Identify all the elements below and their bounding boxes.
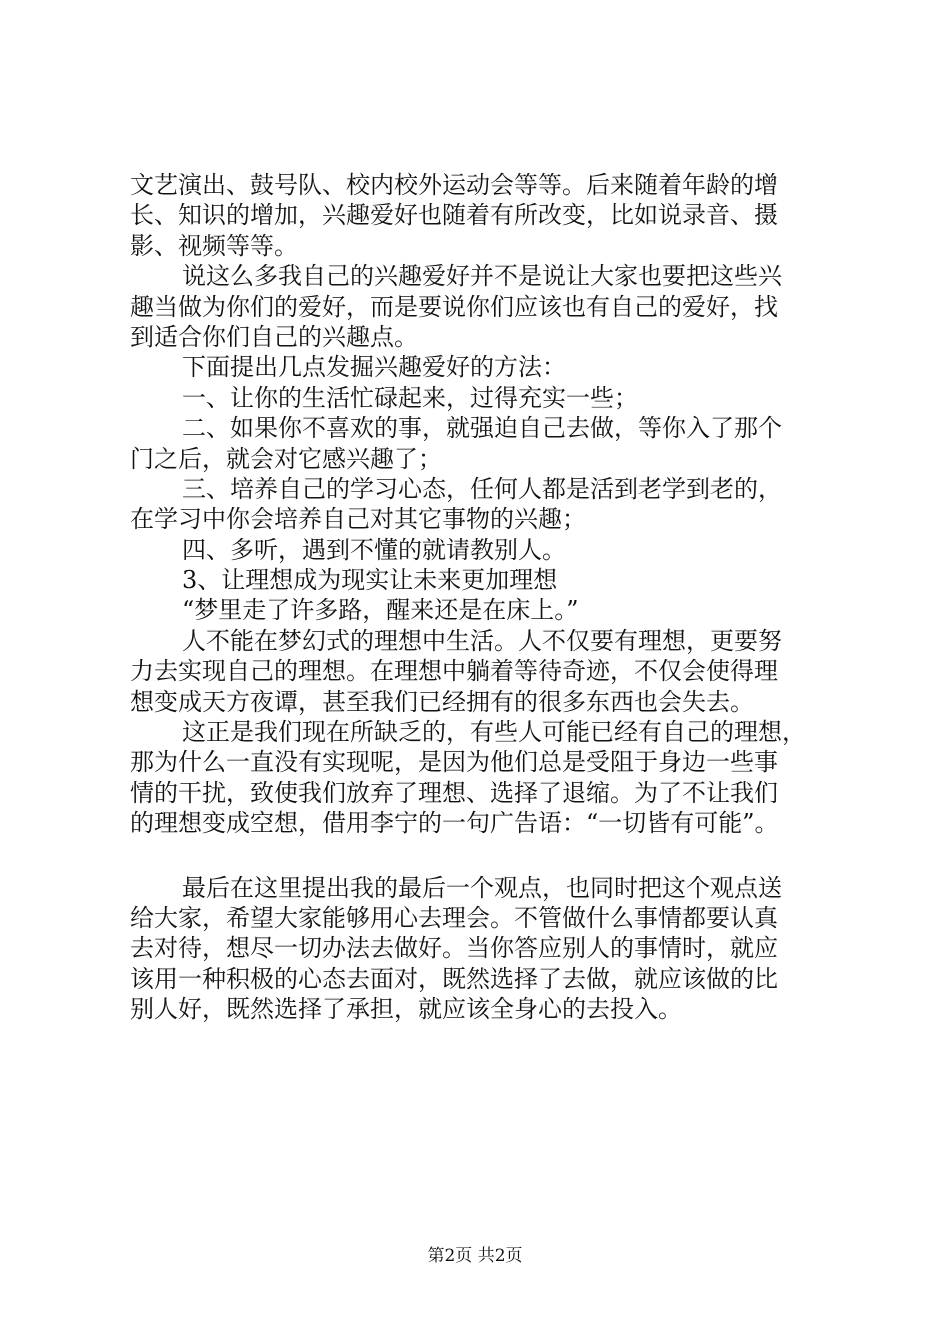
text-line: 四、多听，遇到不懂的就请教别人。: [182, 535, 566, 564]
text-line: 一、让你的生活忙碌起来，过得充实一些；: [182, 383, 638, 412]
section-heading: 3、让理想成为现实让未来更加理想: [182, 566, 558, 595]
text-line: 该用一种积极的心态去面对，既然选择了去做，就应该做的比: [130, 964, 778, 993]
text-line: 下面提出几点发掘兴趣爱好的方法：: [182, 353, 566, 382]
text-line: 去对待，想尽一切办法去做好。当你答应别人的事情时，就应: [130, 934, 778, 963]
text-line: 想变成天方夜谭，甚至我们已经拥有的很多东西也会失去。: [130, 687, 754, 716]
document-body: [130, 170, 830, 1025]
text-line: 最后在这里提出我的最后一个观点，也同时把这个观点送: [182, 873, 782, 902]
text-line: 趣当做为你们的爱好，而是要说你们应该也有自己的爱好，找: [130, 292, 778, 321]
text-line: 到适合你们自己的兴趣点。: [130, 322, 418, 351]
text-line: 文艺演出、鼓号队、校内校外运动会等等。后来随着年龄的增: [130, 171, 778, 199]
text-line: 的理想变成空想，借用李宁的一句广告语：“一切皆有可能”。: [130, 809, 779, 838]
text-line: 人不能在梦幻式的理想中生活。人不仅要有理想，更要努: [182, 626, 782, 655]
text-line: 给大家，希望大家能够用心去理会。不管做什么事情都要认真: [130, 903, 778, 932]
text-line: 二、如果你不喜欢的事，就强迫自己去做，等你入了那个: [182, 414, 782, 443]
paragraph-gap: [130, 839, 830, 873]
text-line: 这正是我们现在所缺乏的，有些人可能已经有自己的理想，: [182, 718, 806, 747]
text-line: 影、视频等等。: [130, 231, 298, 260]
text-line: 三、培养自己的学习心态，任何人都是活到老学到老的，: [182, 474, 782, 503]
text-line: 那为什么一直没有实现呢，是因为他们总是受阻于身边一些事: [130, 748, 778, 777]
text-line: 别人好，既然选择了承担，就应该全身心的去投入。: [130, 995, 682, 1024]
quote-line: “梦里走了许多路，醒来还是在床上。”: [182, 596, 579, 625]
text-line: 门之后，就会对它感兴趣了；: [130, 444, 442, 473]
page-number: 第2页 共2页: [427, 1246, 523, 1266]
text-line: 长、知识的增加，兴趣爱好也随着有所改变，比如说录音、摄: [130, 201, 778, 230]
text-line: 在学习中你会培养自己对其它事物的兴趣；: [130, 505, 586, 534]
text-line: 力去实现自己的理想。在理想中躺着等待奇迹，不仅会使得理: [130, 657, 778, 686]
text-line: 说这么多我自己的兴趣爱好并不是说让大家也要把这些兴: [182, 262, 782, 291]
text-line: 情的干扰，致使我们放弃了理想、选择了退缩。为了不让我们: [130, 778, 778, 807]
